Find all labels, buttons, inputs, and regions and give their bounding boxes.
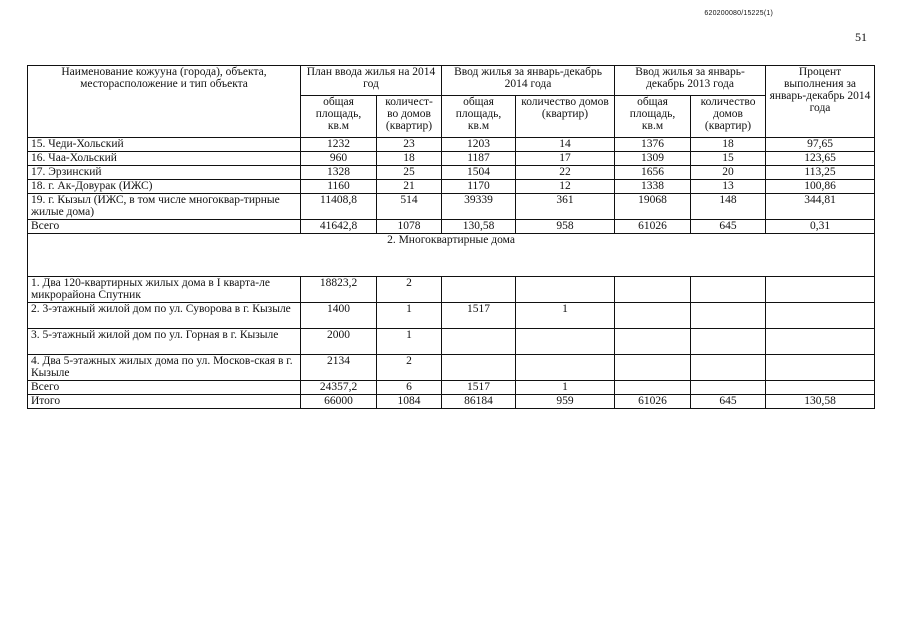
fact-2013-houses (691, 277, 766, 303)
section-heading-row (28, 234, 875, 277)
fact-2014-houses: 12 (516, 180, 615, 194)
row-name: 3. 5-этажный жилой дом по ул. Горная в г. Кызыле (28, 329, 301, 355)
fact-2014-area (442, 355, 516, 381)
fact-2014-houses (516, 329, 615, 355)
table-row (28, 152, 875, 166)
fact-2013-houses: 18 (691, 138, 766, 152)
plan-houses: 1084 (377, 395, 442, 409)
header-row (28, 66, 875, 96)
table-row (28, 303, 875, 329)
plan-houses: 1078 (377, 220, 442, 234)
fact-2013-area (615, 355, 691, 381)
percent (766, 303, 875, 329)
fact-2014-houses: 1 (516, 381, 615, 395)
plan-houses: 6 (377, 381, 442, 395)
fact-2014-area: 1203 (442, 138, 516, 152)
fact-2014-area (442, 277, 516, 303)
subheader-plan-area: общая площадь, кв.м (301, 96, 377, 138)
fact-2013-area (615, 381, 691, 395)
plan-houses: 21 (377, 180, 442, 194)
grand-total-row (28, 395, 875, 409)
plan-area: 41642,8 (301, 220, 377, 234)
fact-2013-area: 1309 (615, 152, 691, 166)
plan-area: 11408,8 (301, 194, 377, 220)
row-name: Всего (28, 381, 301, 395)
table-row (28, 138, 875, 152)
row-name: 1. Два 120-квартирных жилых дома в I кварта-ле микрорайона Спутник (28, 277, 301, 303)
table-row (28, 355, 875, 381)
fact-2013-area: 19068 (615, 194, 691, 220)
subheader-2014-houses: количество домов (квартир) (516, 96, 615, 138)
percent (766, 277, 875, 303)
plan-area: 1328 (301, 166, 377, 180)
fact-2013-area: 61026 (615, 220, 691, 234)
subtotal-row (28, 220, 875, 234)
fact-2013-houses: 13 (691, 180, 766, 194)
fact-2013-houses (691, 303, 766, 329)
plan-area: 1160 (301, 180, 377, 194)
percent (766, 381, 875, 395)
percent: 97,65 (766, 138, 875, 152)
fact-2013-area: 1376 (615, 138, 691, 152)
row-name: 17. Эрзинский (28, 166, 301, 180)
plan-houses: 1 (377, 329, 442, 355)
page-number: 51 (855, 30, 867, 44)
fact-2014-houses: 1 (516, 303, 615, 329)
subheader-2013-houses: количество домов (квартир) (691, 96, 766, 138)
fact-2013-area (615, 303, 691, 329)
header-name: Наименование кожууна (города), объекта, месторасположение и тип объекта (28, 66, 301, 138)
fact-2014-area: 130,58 (442, 220, 516, 234)
fact-2014-houses (516, 277, 615, 303)
fact-2013-area: 61026 (615, 395, 691, 409)
fact-2013-area (615, 329, 691, 355)
header-plan: План ввода жилья на 2014 год (301, 66, 442, 96)
row-name: 18. г. Ак-Довурак (ИЖС) (28, 180, 301, 194)
plan-houses: 514 (377, 194, 442, 220)
fact-2014-area (442, 329, 516, 355)
plan-area: 18823,2 (301, 277, 377, 303)
fact-2014-area: 1517 (442, 381, 516, 395)
plan-houses: 1 (377, 303, 442, 329)
fact-2014-area: 1170 (442, 180, 516, 194)
percent: 113,25 (766, 166, 875, 180)
plan-area: 1400 (301, 303, 377, 329)
fact-2013-houses (691, 381, 766, 395)
plan-houses: 2 (377, 355, 442, 381)
percent: 123,65 (766, 152, 875, 166)
table-row (28, 166, 875, 180)
plan-houses: 25 (377, 166, 442, 180)
fact-2014-houses: 959 (516, 395, 615, 409)
row-name: 4. Два 5-этажных жилых дома по ул. Москов-ская в г. Кызыле (28, 355, 301, 381)
fact-2013-houses (691, 355, 766, 381)
fact-2013-houses: 148 (691, 194, 766, 220)
fact-2014-area: 1504 (442, 166, 516, 180)
row-name: Итого (28, 395, 301, 409)
fact-2013-area (615, 277, 691, 303)
plan-area: 960 (301, 152, 377, 166)
header-percent: Процент выполнения за январь-декабрь 2014 года (766, 66, 875, 138)
document-code: 620200080/15225(1) (704, 10, 773, 17)
plan-houses: 2 (377, 277, 442, 303)
table-row (28, 194, 875, 220)
fact-2014-houses (516, 355, 615, 381)
fact-2014-area: 39339 (442, 194, 516, 220)
percent: 0,31 (766, 220, 875, 234)
plan-houses: 23 (377, 138, 442, 152)
fact-2013-area: 1656 (615, 166, 691, 180)
fact-2014-houses: 361 (516, 194, 615, 220)
fact-2014-houses: 22 (516, 166, 615, 180)
row-name: 19. г. Кызыл (ИЖС, в том числе многоквар-тирные жилые дома) (28, 194, 301, 220)
fact-2014-area: 1187 (442, 152, 516, 166)
subheader-2014-area: общая площадь, кв.м (442, 96, 516, 138)
plan-area: 66000 (301, 395, 377, 409)
fact-2014-area: 1517 (442, 303, 516, 329)
fact-2013-houses: 645 (691, 395, 766, 409)
plan-area: 2134 (301, 355, 377, 381)
fact-2014-houses: 958 (516, 220, 615, 234)
section-heading: 2. Многоквартирные дома (28, 234, 875, 277)
percent: 130,58 (766, 395, 875, 409)
row-name: 16. Чаа-Хольский (28, 152, 301, 166)
fact-2013-houses: 15 (691, 152, 766, 166)
subheader-2013-area: общая площадь, кв.м (615, 96, 691, 138)
plan-houses: 18 (377, 152, 442, 166)
subtotal-row (28, 381, 875, 395)
table-row (28, 329, 875, 355)
header-fact-2013: Ввод жилья за январь-декабрь 2013 года (615, 66, 766, 96)
fact-2014-houses: 14 (516, 138, 615, 152)
percent (766, 329, 875, 355)
housing-table (27, 65, 875, 409)
subheader-plan-houses: количест-во домов (квартир) (377, 96, 442, 138)
fact-2014-houses: 17 (516, 152, 615, 166)
fact-2013-houses: 645 (691, 220, 766, 234)
row-name: 15. Чеди-Хольский (28, 138, 301, 152)
fact-2013-houses (691, 329, 766, 355)
fact-2013-area: 1338 (615, 180, 691, 194)
table-row (28, 180, 875, 194)
plan-area: 24357,2 (301, 381, 377, 395)
percent: 344,81 (766, 194, 875, 220)
row-name: 2. 3-этажный жилой дом по ул. Суворова в г. Кызыле (28, 303, 301, 329)
percent (766, 355, 875, 381)
fact-2013-houses: 20 (691, 166, 766, 180)
table-row (28, 277, 875, 303)
plan-area: 1232 (301, 138, 377, 152)
header-fact-2014: Ввод жилья за январь-декабрь 2014 года (442, 66, 615, 96)
plan-area: 2000 (301, 329, 377, 355)
percent: 100,86 (766, 180, 875, 194)
row-name: Всего (28, 220, 301, 234)
fact-2014-area: 86184 (442, 395, 516, 409)
